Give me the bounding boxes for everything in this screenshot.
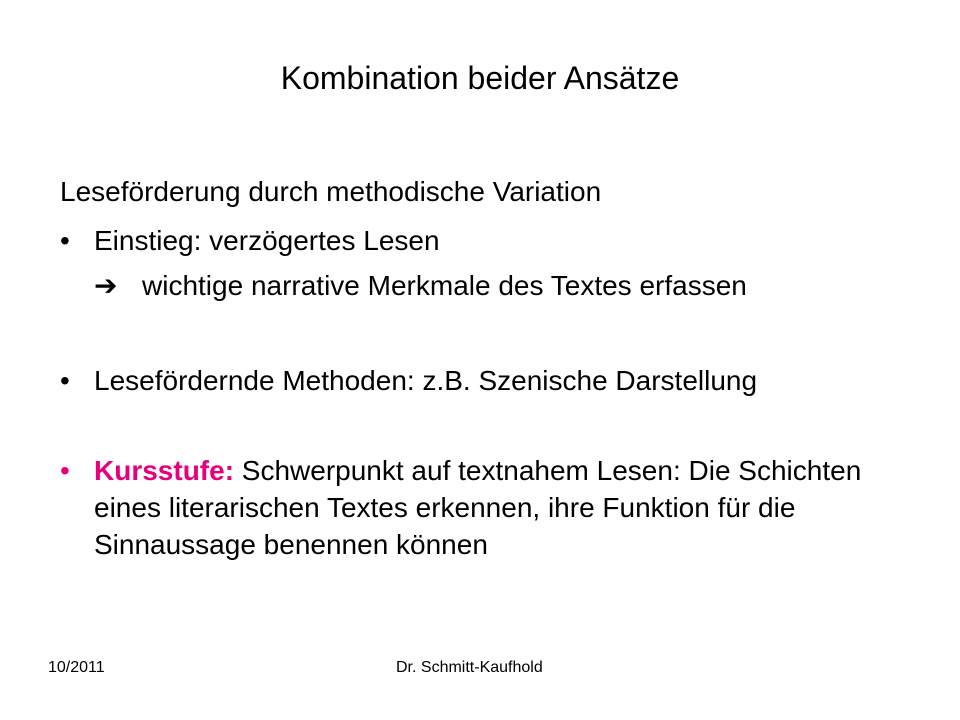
- footer-date: 10/2011: [48, 659, 105, 676]
- slide-title: Kombination beider Ansätze: [280, 60, 680, 96]
- bullet-dot: •: [60, 365, 70, 396]
- bullet-text: Einstieg: verzögertes Lesen: [94, 225, 440, 256]
- arrow-right-icon: ➔: [94, 270, 118, 301]
- bullet-dot-accent: •: [60, 455, 70, 486]
- bullet-text: [94, 452, 894, 563]
- kursstufe-text: Schwerpunkt auf textnahem Lesen: Die Schichten eines literarischen Textes erkennen, ihre Funktion für die Sinnaussage benennen können: [94, 455, 862, 560]
- section-heading: Leseförderung durch methodische Variation: [60, 176, 602, 207]
- bullet-dot: •: [60, 225, 70, 256]
- sub-item-merkmale: [94, 266, 747, 306]
- kursstufe-label: Kursstufe:: [94, 455, 235, 486]
- bullet-text: Lesefördernde Methoden: z.B. Szenische Darstellung: [94, 365, 758, 396]
- footer-author: Dr. Schmitt-Kaufhold: [396, 659, 543, 676]
- sub-item-text: wichtige narrative Merkmale des Textes erfassen: [142, 270, 747, 301]
